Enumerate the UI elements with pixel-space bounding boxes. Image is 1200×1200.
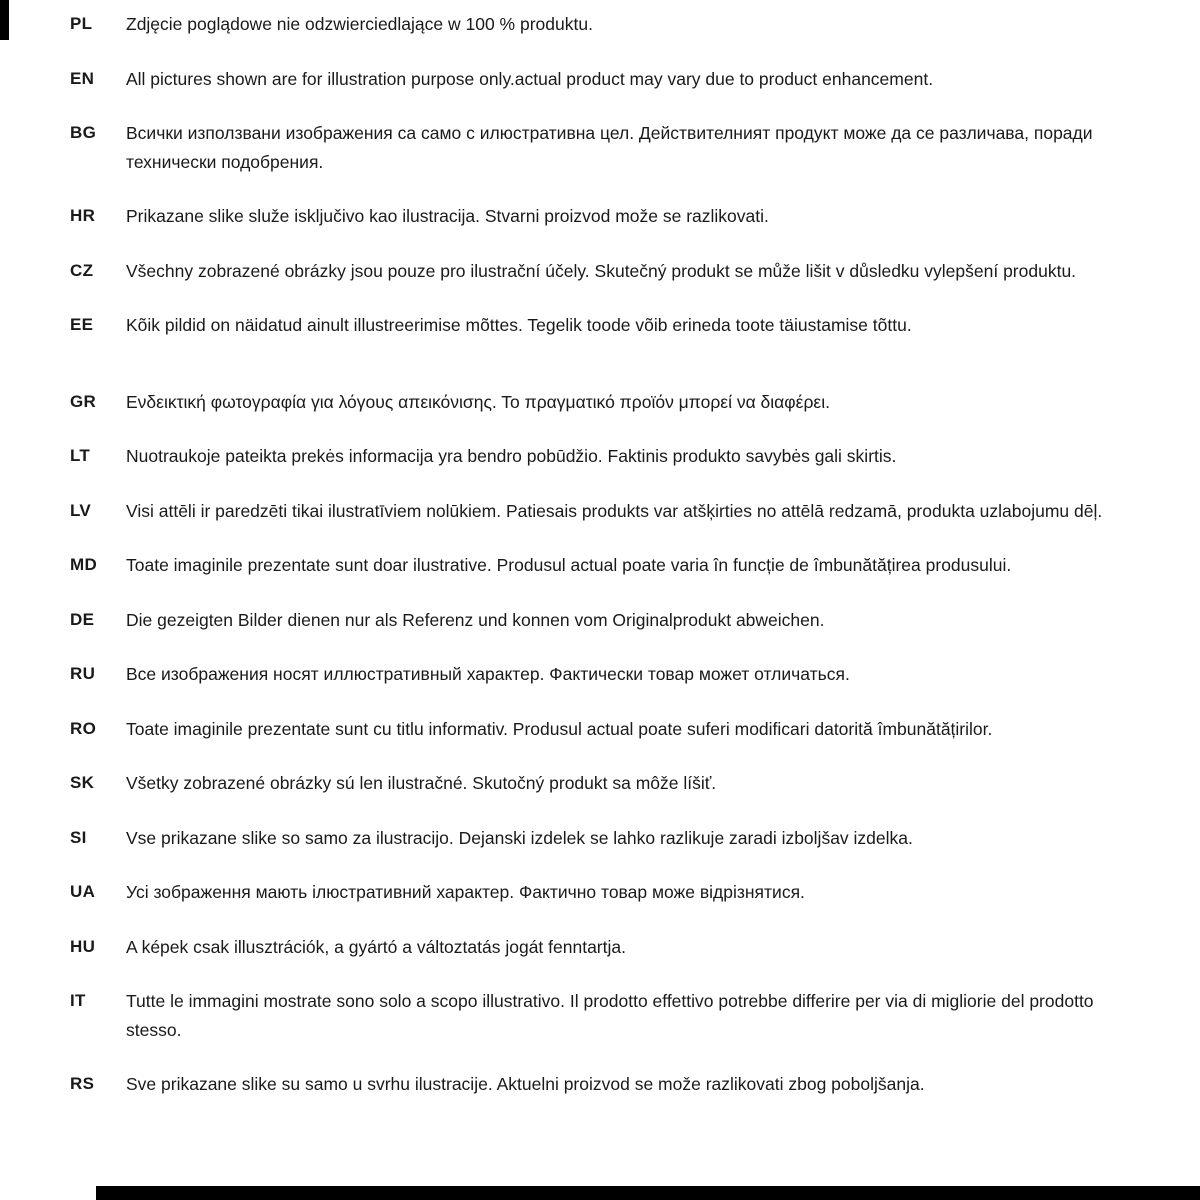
language-code: GR: [70, 391, 97, 411]
disclaimer-row: [70, 442, 1130, 471]
disclaimer-row: [70, 202, 1130, 231]
disclaimer-row: [70, 388, 1130, 417]
language-code: BG: [70, 123, 97, 142]
language-code: SI: [70, 827, 87, 847]
disclaimer-row: [70, 715, 1130, 744]
language-code: CZ: [70, 260, 94, 280]
disclaimer-text: Prikazane slike služe isključivo kao ilustracija. Stvarni proizvod može se razlikovati.: [126, 206, 769, 226]
disclaimer-text: Все изображения носят иллюстративный характер. Фактически товар может отличаться.: [126, 664, 850, 684]
disclaimer-row: [70, 311, 1130, 340]
language-code: RU: [70, 664, 96, 683]
disclaimer-row: [70, 769, 1130, 798]
language-code: PL: [70, 14, 93, 33]
disclaimer-row: [70, 257, 1130, 286]
language-code: DE: [70, 609, 95, 629]
disclaimer-text: Všechny zobrazené obrázky jsou pouze pro ilustrační účely. Skutečný produkt se může lišit v důsledku vylepšení produktu.: [126, 260, 1077, 281]
disclaimer-text: Усі зображення мають ілюстративний характер. Фактично товар може відрізнятися.: [126, 882, 805, 902]
disclaimer-text: Všetky zobrazené obrázky sú len ilustračné. Skutočný produkt sa môže líšiť.: [126, 773, 717, 793]
disclaimer-row: [70, 933, 1130, 962]
language-code: HU: [70, 936, 96, 956]
disclaimer-text: Visi attēli ir paredzēti tikai ilustratīviem nolūkiem. Patiesais produkts var atšķirties no attēlā redzamā, produkta uzlabojumu dēļ.: [126, 500, 1103, 521]
language-code: IT: [70, 991, 86, 1010]
disclaimer-text: Nuotraukoje pateikta prekės informacija yra bendro pobūdžio. Faktinis produkto savybės gali skirtis.: [126, 446, 897, 466]
language-code: UA: [70, 882, 96, 901]
disclaimer-row: [70, 10, 1130, 39]
disclaimer-text: Всички използвани изображения са само с илюстративна цел. Действителният продукт може да се различава, поради технически подобрения.: [126, 123, 1093, 172]
disclaimer-row: [70, 660, 1130, 689]
disclaimer-text: All pictures shown are for illustration purpose only.actual product may vary due to product enhancement.: [126, 68, 934, 89]
disclaimer-row: [70, 606, 1130, 635]
disclaimer-text: Toate imaginile prezentate sunt cu titlu informativ. Produsul actual poate suferi modificari datorită îmbunătățirilor.: [126, 718, 993, 739]
language-code: EE: [70, 315, 94, 334]
language-code: RO: [70, 718, 97, 738]
language-code: HR: [70, 206, 96, 225]
disclaimer-text: Kõik pildid on näidatud ainult illustreerimise mõttes. Tegelik toode võib erineda toote täiustamise tõttu.: [126, 315, 912, 335]
language-code: SK: [70, 773, 95, 792]
disclaimer-row: [70, 987, 1130, 1044]
disclaimer-row: [70, 497, 1130, 526]
disclaimer-text: Die gezeigten Bilder dienen nur als Referenz und konnen vom Originalprodukt abweichen.: [126, 609, 825, 630]
language-code: MD: [70, 555, 98, 574]
disclaimer-row: [70, 878, 1130, 907]
disclaimer-text: Sve prikazane slike su samo u svrhu ilustracije. Aktuelni proizvod se može razlikovati zbog poboljšanja.: [126, 1074, 925, 1094]
language-code: LV: [70, 500, 92, 520]
disclaimer-text: A képek csak illusztrációk, a gyártó a változtatás jogát fenntartja.: [126, 936, 626, 957]
disclaimer-row: [70, 1070, 1130, 1099]
disclaimer-row: [70, 119, 1130, 176]
disclaimer-row: [70, 551, 1130, 580]
disclaimer-row: [70, 65, 1130, 94]
scan-edge-bar: [96, 1186, 1200, 1200]
disclaimer-text: Vse prikazane slike so samo za ilustracijo. Dejanski izdelek se lahko razlikuje zaradi izboljšav izdelka.: [126, 827, 913, 848]
disclaimer-text: Tutte le immagini mostrate sono solo a scopo illustrativo. Il prodotto effettivo potrebbe differire per via di migliorie del prodotto stesso.: [126, 991, 1094, 1040]
language-code: RS: [70, 1074, 95, 1093]
disclaimer-text: Toate imaginile prezentate sunt doar ilustrative. Produsul actual poate varia în funcție de îmbunătățirea produsului.: [126, 555, 1012, 575]
disclaimer-list: [0, 10, 1200, 1125]
disclaimer-row: [70, 824, 1130, 853]
disclaimer-text: Zdjęcie poglądowe nie odzwierciedlające w 100 % produktu.: [126, 14, 593, 34]
language-code: LT: [70, 446, 91, 465]
disclaimer-text: Ενδεικτική φωτογραφία για λόγους απεικόνισης. Το πραγματικό προϊόν μπορεί να διαφέρει.: [126, 391, 830, 412]
language-code: EN: [70, 68, 95, 88]
